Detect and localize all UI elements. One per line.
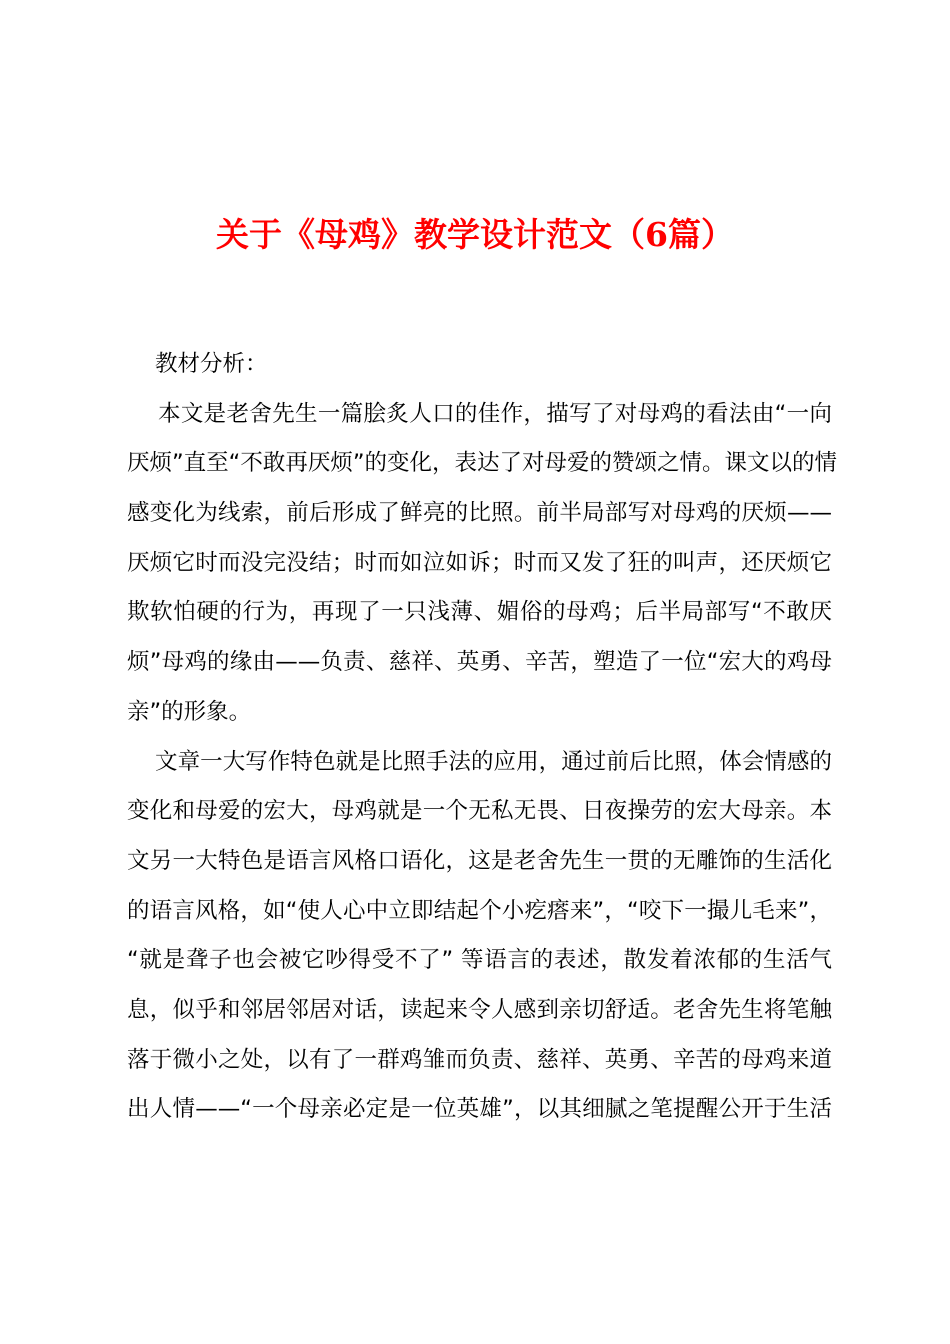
paragraph-line: 的语言风格，如“使人心中立即结起个小疙瘩来”，“咬下一撮儿毛来”，	[127, 897, 832, 924]
document-body	[127, 340, 837, 1135]
paragraph-line: 感变化为线索，前后形成了鲜亮的比照。前半局部写对母鸡的厌烦——	[127, 500, 832, 527]
document-title: 关于《母鸡》教学设计范文（6篇）	[216, 215, 734, 254]
section-heading: 教材分析：	[155, 351, 268, 377]
paragraph-line: 亲”的形象。	[127, 698, 252, 725]
paragraph-line: 落于微小之处，以有了一群鸡雏而负责、慈祥、英勇、辛苦的母鸡来道	[127, 1046, 832, 1073]
paragraph-line: 文章一大写作特色就是比照手法的应用，通过前后比照，体会情感的	[155, 748, 832, 775]
paragraph-line: 厌烦它时而没完没结；时而如泣如诉；时而又发了狂的叫声，还厌烦它	[127, 549, 832, 576]
paragraph-line: 息，似乎和邻居邻居对话，读起来令人感到亲切舒适。老舍先生将笔触	[127, 996, 832, 1023]
paragraph-line: 厌烦”直至“不敢再厌烦”的变化，表达了对母爱的赞颂之情。课文以的情	[127, 450, 837, 477]
paragraph-line: 本文是老舍先生一篇脍炙人口的佳作，描写了对母鸡的看法由“一向	[158, 400, 832, 427]
paragraph-line: 欺软怕硬的行为，再现了一只浅薄、媚俗的母鸡；后半局部写“不敢厌	[127, 599, 832, 626]
paragraph-line: 变化和母爱的宏大，母鸡就是一个无私无畏、日夜操劳的宏大母亲。本	[127, 798, 832, 825]
paragraph-line: “就是聋子也会被它吵得受不了” 等语言的表述，散发着浓郁的生活气	[127, 947, 832, 974]
paragraph-line: 烦”母鸡的缘由——负责、慈祥、英勇、辛苦，塑造了一位“宏大的鸡母	[127, 649, 832, 676]
paragraph-line: 出人情——“一个母亲必定是一位英雄”，以其细腻之笔提醒公开于生活	[127, 1096, 832, 1123]
paragraph-line: 文另一大特色是语言风格口语化，这是老舍先生一贯的无雕饰的生活化	[127, 847, 832, 874]
